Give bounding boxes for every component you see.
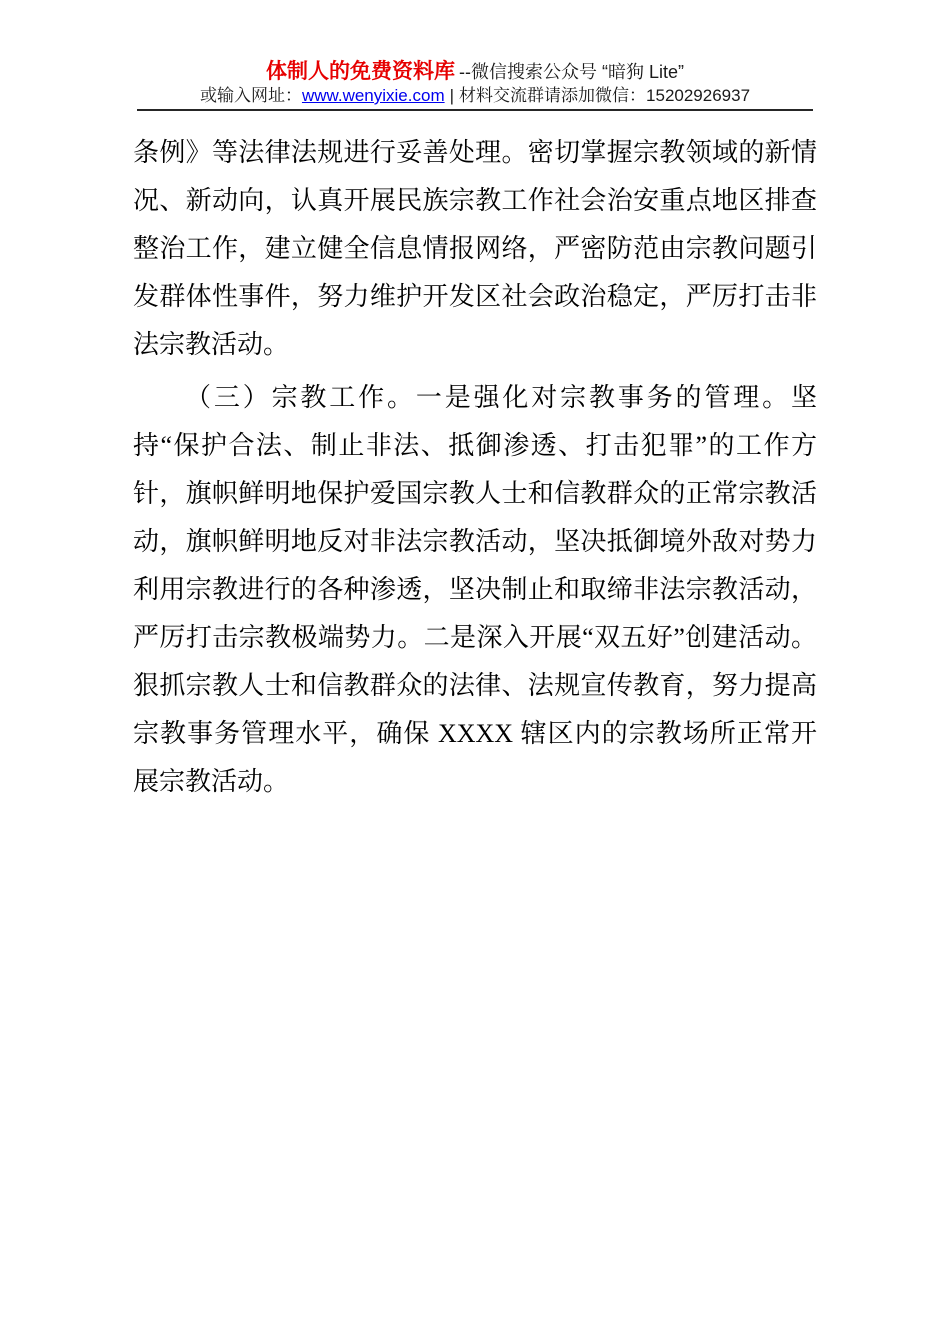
document-body [133,129,817,806]
url-prompt-label: 或输入网址： [199,86,302,105]
body-paragraph-1: 条例》等法律法规进行妥善处理。密切掌握宗教领域的新情况、新动向，认真开展民族宗教工作社会治安重点地区排查整治工作，建立健全信息情报网络，严密防范由宗教问题引发群体性事件，努力维护开发区社会政治稳定，严厉打击非法宗教活动。 [133,138,817,359]
body-paragraph-2: （三）宗教工作。一是强化对宗教事务的管理。坚持“保护合法、制止非法、抵御渗透、打击犯罪”的工作方针，旗帜鲜明地保护爱国宗教人士和信教群众的正常宗教活动，旗帜鲜明地反对非法宗教活动，坚决抵御境外敌对势力利用宗教进行的各种渗透，坚决制止和取缔非法宗教活动，严厉打击宗教极端势力。二是深入开展“双五好”创建活动。狠抓宗教人士和信教群众的法律、法规宣传教育，努力提高宗教事务管理水平，确保 XXXX 辖区内的宗教场所正常开展宗教活动。 [133,383,817,796]
wechat-contact-label: 材料交流群请添加微信：15202926937 [459,86,751,105]
brand-tagline: --微信搜索公众号 “暗狗 Lite” [459,62,684,82]
header-divider [137,109,813,111]
brand-title: 体制人的免费资料库 [266,60,455,83]
header-line-2 [0,86,950,105]
separator-bar: | [449,86,455,105]
page-header [0,0,950,105]
header-line-1 [0,60,950,84]
website-link[interactable]: www.wenyixie.com [301,86,445,105]
